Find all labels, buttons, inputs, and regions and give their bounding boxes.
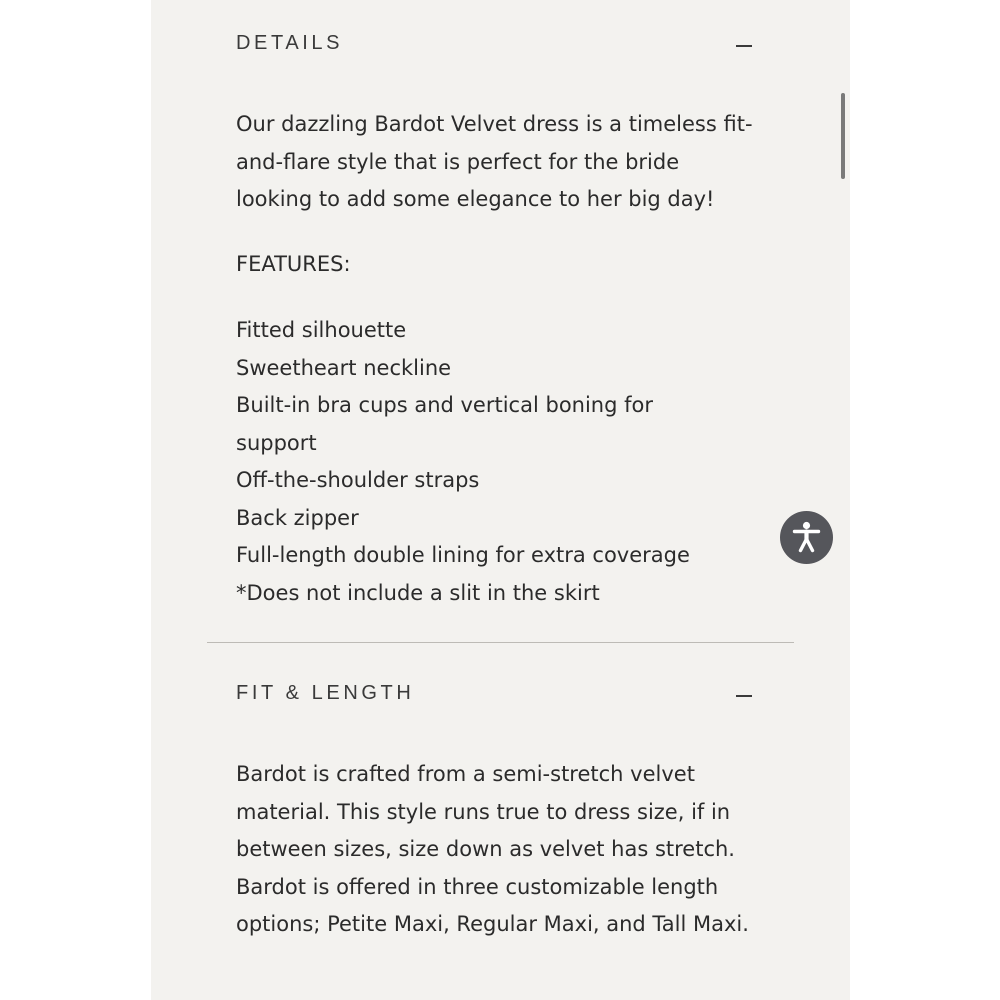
fit-length-text: Bardot is crafted from a semi-stretch velvet material. This style runs true to dress size, if in between sizes, size down as velvet has stretch. Bardot is offered in three customizable length options; Petite Maxi, Regular Maxi, and Tall Maxi. xyxy=(236,762,749,936)
list-item: Fitted silhouette xyxy=(236,318,407,342)
list-item: Built-in bra cups and vertical boning for support xyxy=(236,393,653,455)
details-section-title: DETAILS xyxy=(236,32,344,54)
fit-length-accordion-header[interactable] xyxy=(236,680,756,720)
accessibility-button[interactable] xyxy=(780,511,833,564)
details-accordion-header[interactable] xyxy=(236,30,756,70)
features-heading: FEATURES: xyxy=(236,252,351,276)
product-details-panel xyxy=(151,0,850,1000)
list-item: Back zipper xyxy=(236,505,359,530)
features-heading-block xyxy=(236,246,776,284)
details-intro-text: Our dazzling Bardot Velvet dress is a timeless fit-and-flare style that is perfect for the bride looking to add some elegance to her big day! xyxy=(236,112,753,211)
section-divider xyxy=(207,642,794,643)
minus-icon[interactable] xyxy=(736,30,752,56)
fit-length-section-title: FIT & LENGTH xyxy=(236,682,415,704)
accessibility-icon xyxy=(780,511,833,564)
list-item: Full-length double lining for extra coverage xyxy=(236,543,690,567)
scrollbar-thumb[interactable] xyxy=(841,93,845,179)
list-item: *Does not include a slit in the skirt xyxy=(236,580,600,605)
list-item: Off-the-shoulder straps xyxy=(236,468,480,492)
details-description xyxy=(236,106,756,219)
features-list xyxy=(236,312,696,612)
list-item: Sweetheart neckline xyxy=(236,355,452,380)
minus-icon[interactable] xyxy=(736,680,752,706)
fit-length-description xyxy=(236,756,776,944)
